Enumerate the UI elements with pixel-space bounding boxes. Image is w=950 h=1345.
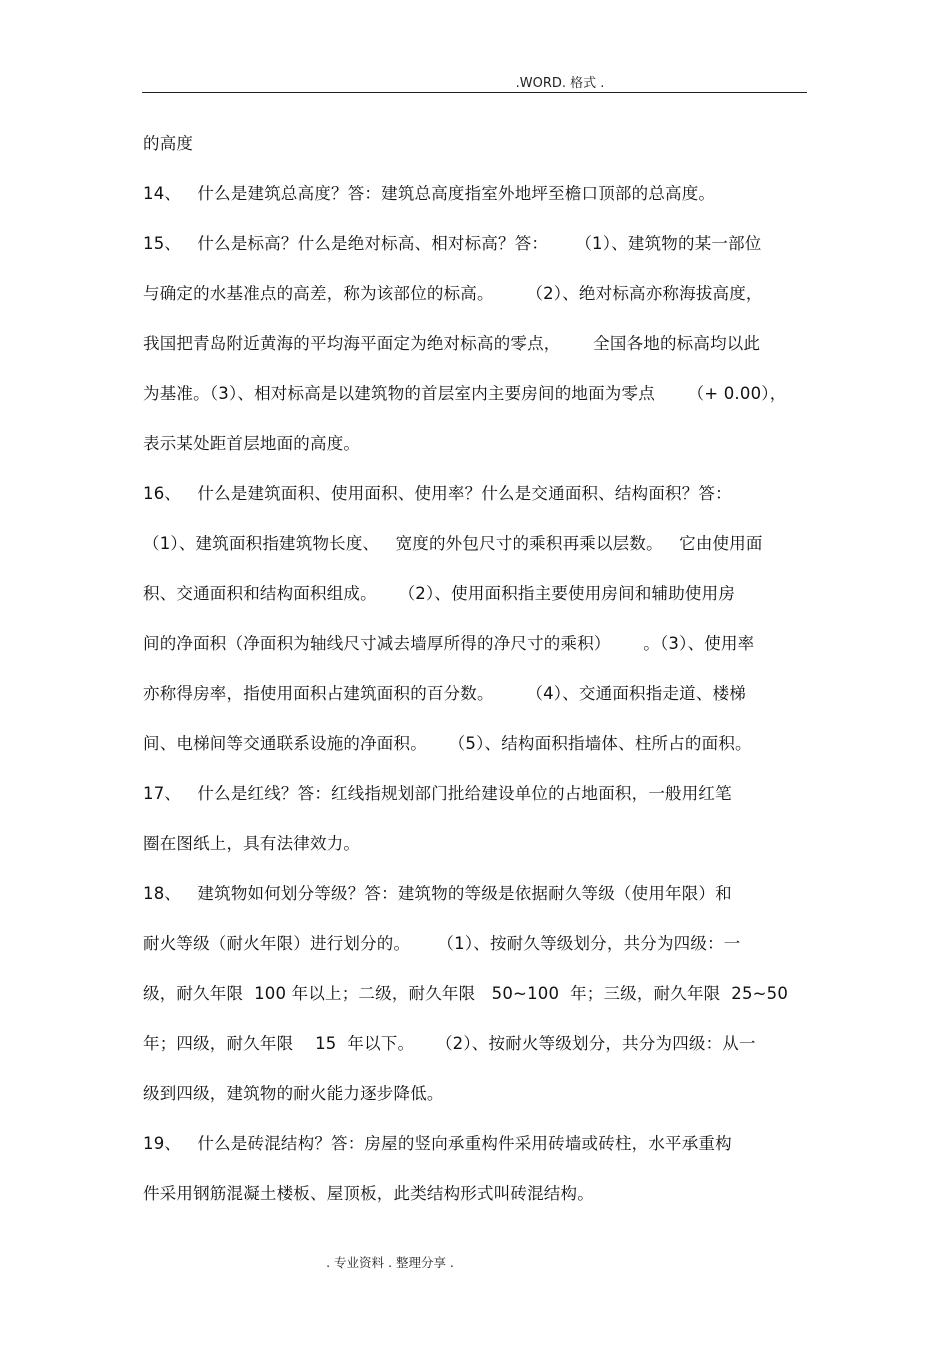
text-line: 14、 什么是建筑总高度？答：建筑总高度指室外地坪至檐口顶部的总高度。	[143, 184, 716, 203]
text-line: 为基准。（3）、相对标高是以建筑物的首层室内主要房间的地面为零点 （+ 0.00），	[143, 384, 787, 403]
footer-text: . 专业资料 . 整理分享 .	[326, 1255, 454, 1270]
text-line: 耐火等级（耐火年限）进行划分的。 （1）、按耐久等级划分，共分为四级：一	[143, 934, 741, 953]
text-line: 亦称得房率，指使用面积占建筑面积的百分数。 （4）、交通面积指走道、楼梯	[143, 684, 746, 703]
text-line: 间、电梯间等交通联系设施的净面积。 （5）、结构面积指墙体、柱所占的面积。	[143, 734, 752, 753]
text-line: 17、 什么是红线？答：红线指规划部门批给建设单位的占地面积，一般用红笔	[143, 784, 732, 803]
text-line: 级到四级，建筑物的耐火能力逐步降低。	[143, 1084, 444, 1103]
text-line: （1）、建筑面积指建筑物长度、 宽度的外包尺寸的乘积再乘以层数。 它由使用面	[143, 534, 763, 553]
text-line: 我国把青岛附近黄海的平均海平面定为绝对标高的零点， 全国各地的标高均以此	[143, 334, 761, 353]
text-line: 表示某处距首层地面的高度。	[143, 434, 361, 453]
header-text: .WORD. 格式 .	[515, 76, 605, 91]
text-line: 18、 建筑物如何划分等级？答：建筑物的等级是依据耐久等级（使用年限）和	[143, 884, 732, 903]
text-line: 15、 什么是标高？什么是绝对标高、相对标高？答： （1）、建筑物的某一部位	[143, 234, 762, 253]
page-footer	[0, 1253, 950, 1271]
text-line: 积、交通面积和结构面积组成。 （2）、使用面积指主要使用房间和辅助使用房	[143, 584, 736, 603]
page-header	[0, 72, 950, 91]
text-line: 的高度	[143, 134, 194, 153]
text-line: 19、 什么是砖混结构？答：房屋的竖向承重构件采用砖墙或砖柱，水平承重构	[143, 1134, 732, 1153]
text-line: 级，耐久年限 100 年以上；二级，耐久年限 50~100 年；三级，耐久年限 25~50	[143, 984, 789, 1003]
header-rule	[142, 92, 807, 93]
text-line: 16、 什么是建筑面积、使用面积、使用率？什么是交通面积、结构面积？答：	[143, 484, 732, 503]
text-line: 件采用钢筋混凝土楼板、屋顶板，此类结构形式叫砖混结构。	[143, 1184, 594, 1203]
text-line: 间的净面积（净面积为轴线尺寸减去墙厚所得的净尺寸的乘积） 。（3）、使用率	[143, 634, 755, 653]
text-line: 与确定的水基准点的高差，称为该部位的标高。 （2）、绝对标高亦称海拔高度，	[143, 284, 763, 303]
text-line: 年；四级，耐久年限 15 年以下。 （2）、按耐火等级划分，共分为四级：从一	[143, 1034, 756, 1053]
text-line: 圈在图纸上，具有法律效力。	[143, 834, 361, 853]
